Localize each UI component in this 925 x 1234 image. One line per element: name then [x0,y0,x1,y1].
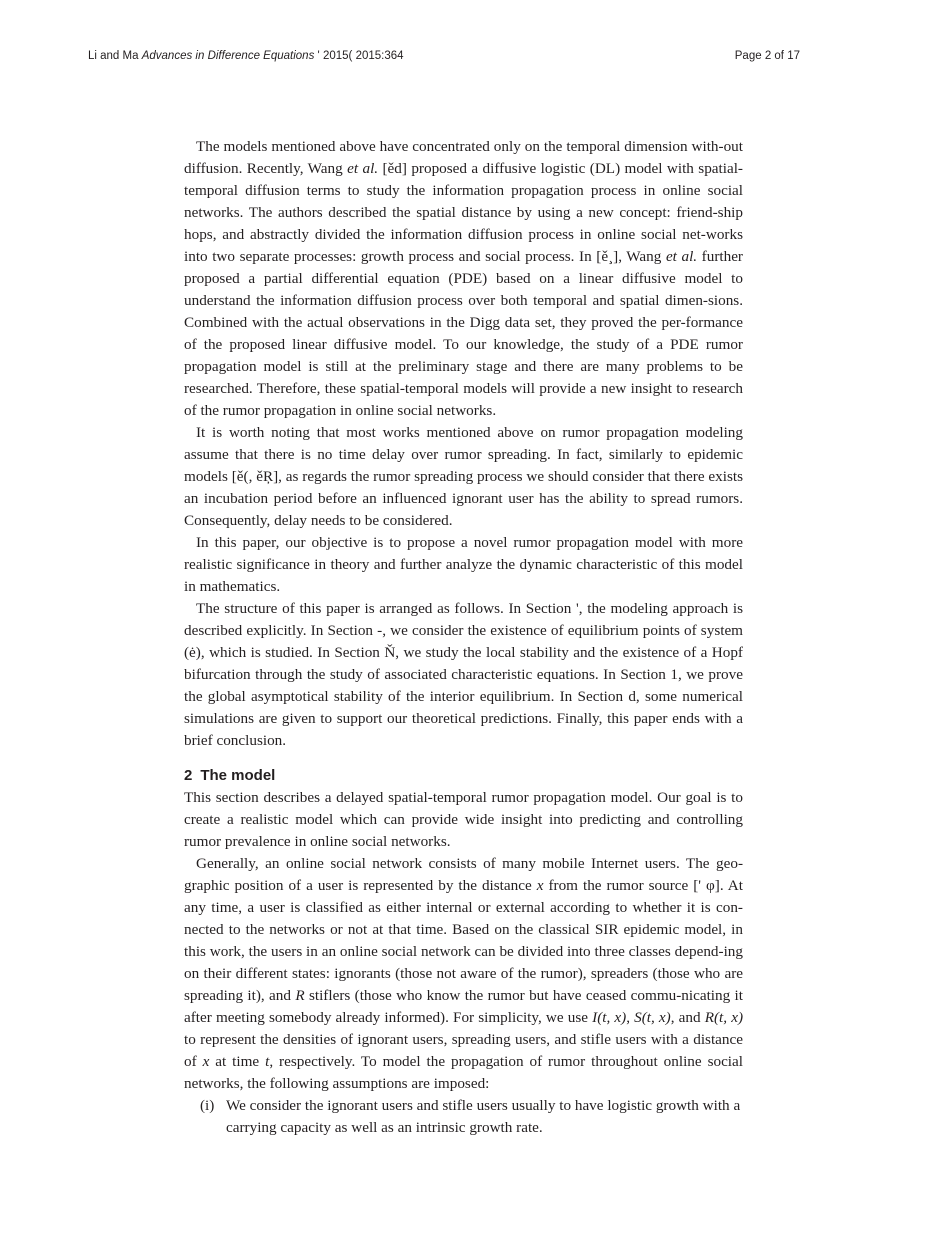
header-citation: 2015:364 [355,50,404,62]
section-title: The model [200,767,276,784]
assumption-list [184,1095,743,1139]
p1-text-b: [ěd] proposed a diffusive logistic (DL) model with spatial-temporal diffusion terms to study the information propagation process in online social networks. The authors described the spatial distance by using a new concept: friend-ship hops, and abstractly divided the information diffusion process in online social net-works into two separate processes: growth process and social process. In [ě¸], Wang [184,160,743,265]
header-sep: ' [317,50,320,62]
paragraph-3: In this paper, our objective is to propose a novel rumor propagation model with more realistic significance in theory and further analyze the dynamic characteristic of this model in mathematics. [184,534,743,595]
running-head [88,50,800,66]
p1-et-al: et al. [347,160,379,177]
section-intro: This section describes a delayed spatial-temporal rumor propagation model. Our goal is to create a realistic model which can provide wide insight into predicting and controlling rumor prevalence in online social networks. [184,789,743,850]
var-x-2: x [202,1053,210,1070]
list-item [184,1095,743,1139]
paragraph-1 [184,136,743,422]
var-itx: I(t, x) [592,1009,627,1026]
s2-comma-2: , and [670,1009,705,1026]
header-year: 2015( [322,50,353,62]
s2-text-d: to represent the densities of ignorant users, spreading users, and stifle users with a distance of [184,1031,743,1070]
page-number: Page 2 of 17 [734,50,800,62]
paragraph-4: The structure of this paper is arranged as follows. In Section ', the modeling approach is described explicitly. In Section -, we consider the existence of equilibrium points of system (ė), which is studied. In Section Ň, we study the local stability and the existence of a Hopf bifurcation through the study of associated characteristic equations. In Section 1, we prove the global asymptotical stability of the interior equilibrium. In Section d, some numerical simulations are given to support our theoretical predictions. Finally, this paper ends with a brief conclusion. [184,600,743,749]
section-paragraph-2 [184,853,743,1095]
p1-text-c: further proposed a partial differential equation (PDE) based on a linear diffusive model to understand the information diffusion process over both temporal and spatial dimen-sions. Combined with the actual observations in the Digg data set, they proved the per-formance of the proposed linear diffusive model. To our knowledge, the study of a PDE rumor propagation model is still at the preliminary stage and there are many problems to be researched. Therefore, these spatial-temporal models will provide a new insight to research of the rumor propagation in online social networks. [184,248,743,419]
header-journal: Advances in Difference Equations [141,50,315,62]
var-x: x [536,877,544,894]
header-authors: Li and Ma [88,50,139,62]
s2-text-a: Generally, an online social network consists of many mobile Internet users. The geo-graphic position of a user is represented by the distance [184,855,743,894]
s2-text-e: at time [209,1053,266,1070]
running-head-citation [88,50,404,62]
s2-text-c: stiflers (those who know the rumor but have ceased commu-nicating it after meeting somebody already informed). For simplicity, we use [184,987,743,1026]
var-stx: S(t, x) [634,1009,671,1026]
p1-text-a: The models mentioned above have concentrated only on the temporal dimension with-out diffusion. Recently, Wang [184,138,743,177]
p1-et-al-2: et al. [665,248,698,265]
var-r: R [295,987,305,1004]
var-rtx: R(t, x) [704,1009,743,1026]
article-body [184,136,743,1139]
section-number: 2 [184,767,193,784]
list-item-text: We consider the ignorant users and stifle users usually to have logistic growth with a carrying capacity as well as an intrinsic growth rate. [226,1097,741,1136]
list-item-label: (i) [200,1097,215,1114]
s2-comma-1: , [626,1009,635,1026]
section-heading [184,765,743,787]
paragraph-2: It is worth noting that most works mentioned above on rumor propagation modeling assume that there is no time delay over rumor spreading. In fact, similarly to epidemic models [ě(, ěŖ], as regards the rumor spreading process we should consider that there exists an incubation period before an influenced ignorant user has the ability to spread rumors. Consequently, delay needs to be considered. [184,424,743,529]
s2-text-f: , respectively. To model the propagation of rumor throughout online social networks, the following assumptions are imposed: [184,1053,743,1092]
s2-text-b: from the rumor source [' φ]. At any time, a user is classified as either internal or external according to whether it is con-nected to the networks or not at that time. Based on the classical SIR epidemic model, in this work, the users in an online social network can be divided into three classes depend-ing on their different states: ignorants (those not aware of the rumor), spreaders (those who are spreading it), and [184,877,743,1004]
var-t: t [265,1053,270,1070]
